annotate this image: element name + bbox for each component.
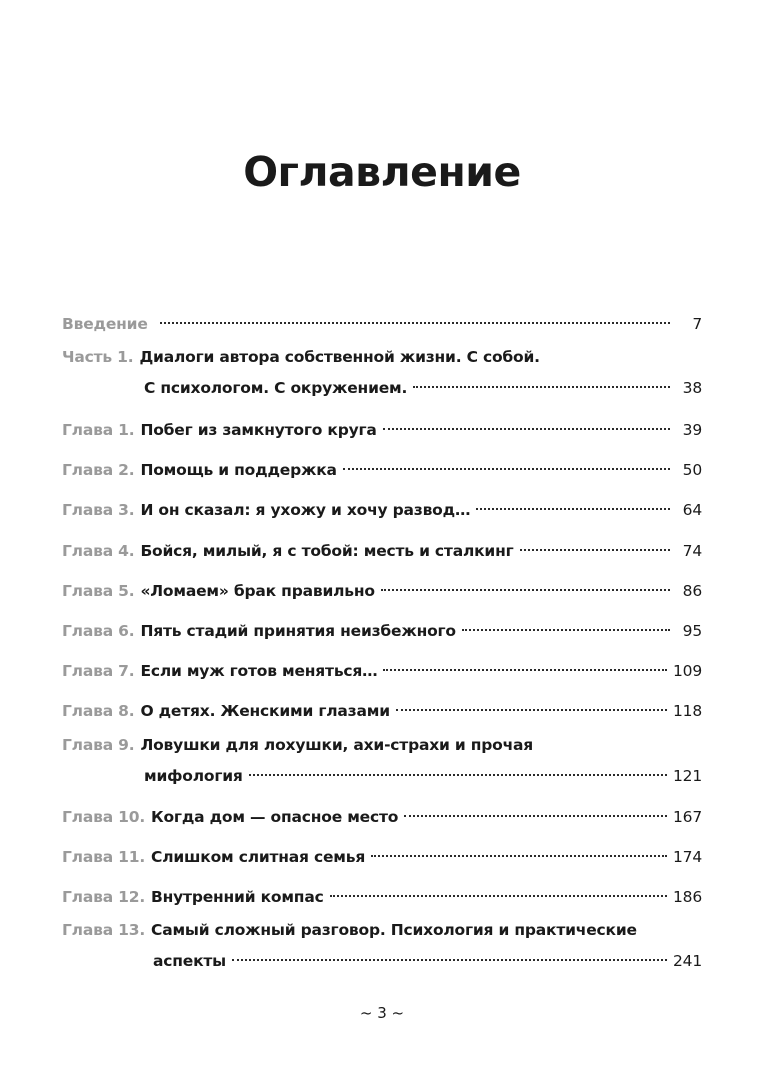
toc-page-number: 38 — [682, 379, 702, 397]
dot-leader — [330, 878, 667, 902]
toc-entry-chapter-8[interactable] — [62, 692, 702, 720]
toc-page-number: 50 — [682, 461, 702, 479]
toc-entry-title-line1: Ловушки для лохушки, ахи-страхи и прочая — [140, 736, 534, 754]
toc-entry-title: Если муж готов меняться… — [140, 662, 378, 680]
toc-entry-chapter-5[interactable] — [62, 572, 702, 600]
toc-entry-title: Пять стадий принятия неизбежного — [140, 622, 456, 640]
toc-entry-prefix: Глава 1. — [62, 421, 135, 439]
dot-leader — [383, 411, 670, 435]
toc-entry-prefix: Глава 2. — [62, 461, 135, 479]
dot-leader — [520, 532, 670, 556]
toc-entry-chapter-10[interactable] — [62, 798, 702, 826]
toc-entry-chapter-1[interactable] — [62, 411, 702, 439]
toc-entry-title: Слишком слитная семья — [151, 848, 366, 866]
dot-leader — [462, 612, 670, 636]
toc-entry-part-1[interactable] — [62, 345, 702, 397]
toc-page-number: 167 — [673, 808, 702, 826]
toc-entry-chapter-12[interactable] — [62, 878, 702, 906]
toc-entry-chapter-3[interactable] — [62, 491, 702, 519]
dot-leader — [249, 757, 667, 781]
toc-page-number: 121 — [673, 767, 702, 785]
toc-entry-introduction[interactable] — [62, 305, 702, 333]
dot-leader — [476, 491, 670, 515]
toc-entry-chapter-11[interactable] — [62, 838, 702, 866]
toc-entry-prefix: Глава 13. — [62, 921, 146, 939]
toc-page-number: 174 — [673, 848, 702, 866]
toc-entry-prefix: Часть 1. — [62, 348, 134, 366]
dot-leader — [381, 572, 670, 596]
toc-entry-title: Когда дом — опасное место — [151, 808, 399, 826]
toc-entry-prefix: Глава 4. — [62, 542, 135, 560]
toc-entry-prefix: Глава 8. — [62, 702, 135, 720]
dot-leader — [160, 305, 670, 329]
toc-entry-title: Помощь и поддержка — [140, 461, 337, 479]
toc-entry-title: Побег из замкнутого круга — [140, 421, 377, 439]
dot-leader — [396, 692, 667, 716]
toc-entry-prefix: Глава 6. — [62, 622, 135, 640]
toc-entry-title: Бойся, милый, я с тобой: месть и сталкинг — [140, 542, 514, 560]
dot-leader — [404, 798, 667, 822]
toc-entry-prefix: Глава 5. — [62, 582, 135, 600]
toc-entry-title: И он сказал: я ухожу и хочу развод… — [140, 501, 471, 519]
toc-entry-title-line1: Диалоги автора собственной жизни. С собой. — [139, 348, 540, 366]
toc-entry-chapter-13[interactable] — [62, 918, 702, 970]
toc-page-number: 118 — [673, 702, 702, 720]
toc-page-number: 241 — [673, 952, 702, 970]
toc-entry-chapter-4[interactable] — [62, 532, 702, 560]
toc-page-number: 39 — [682, 421, 702, 439]
toc-entry-title: Внутренний компас — [151, 888, 324, 906]
toc-entry-chapter-6[interactable] — [62, 612, 702, 640]
toc-entry-prefix: Глава 3. — [62, 501, 135, 519]
dot-leader — [383, 652, 667, 676]
toc-entry-chapter-7[interactable] — [62, 652, 702, 680]
toc-page-number: 74 — [682, 542, 702, 560]
toc-entry-title: «Ломаем» брак правильно — [140, 582, 375, 600]
toc-entry-prefix: Глава 12. — [62, 888, 146, 906]
dot-leader — [343, 451, 670, 475]
toc-entry-label: Введение — [62, 315, 148, 333]
toc-page-number: 64 — [682, 501, 702, 519]
toc-entry-prefix: Глава 10. — [62, 808, 146, 826]
toc-entry-chapter-2[interactable] — [62, 451, 702, 479]
toc-entry-prefix: Глава 11. — [62, 848, 146, 866]
dot-leader — [232, 942, 667, 966]
toc-page-number: 95 — [682, 622, 702, 640]
toc-entry-title: О детях. Женскими глазами — [140, 702, 390, 720]
toc-entry-title: С психологом. С окружением. — [144, 379, 408, 397]
footer-page-number: ~ 3 ~ — [359, 1004, 405, 1022]
toc-entry-title: аспекты — [153, 952, 226, 970]
page-title: Оглавление — [243, 148, 521, 196]
dot-leader — [371, 838, 667, 862]
toc-entry-title-line1: Самый сложный разговор. Психология и практические — [151, 921, 637, 939]
toc-page-number: 86 — [682, 582, 702, 600]
toc-page-number: 186 — [673, 888, 702, 906]
dot-leader — [413, 369, 670, 393]
toc-entry-title: мифология — [144, 767, 243, 785]
toc-entry-prefix: Глава 9. — [62, 736, 135, 754]
toc-page-number: 7 — [692, 315, 702, 333]
toc-entry-chapter-9[interactable] — [62, 733, 702, 785]
toc-page-number: 109 — [673, 662, 702, 680]
toc-entry-prefix: Глава 7. — [62, 662, 135, 680]
